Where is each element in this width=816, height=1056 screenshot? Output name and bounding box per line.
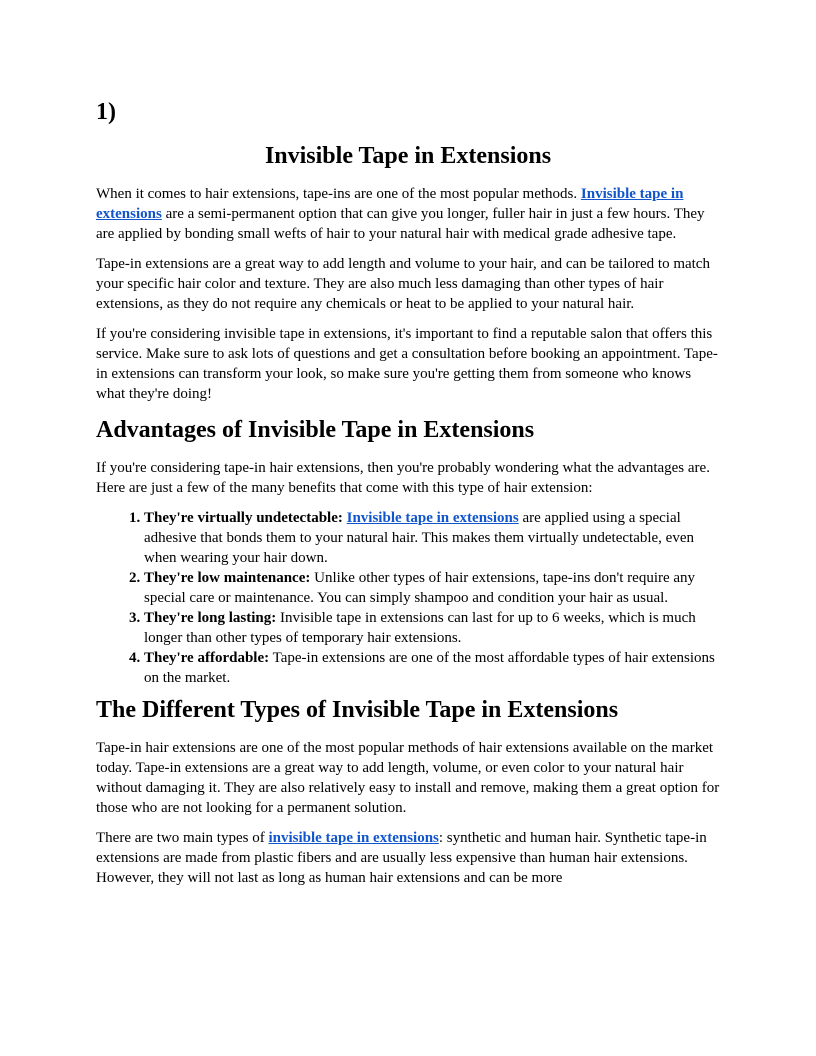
- intro-link[interactable]: Invisible tape in extensions: [96, 186, 684, 222]
- types-link[interactable]: invisible tape in extensions: [268, 830, 439, 846]
- document-body: [96, 96, 720, 898]
- page-title: Invisible Tape in Extensions: [264, 143, 552, 169]
- list-item-text: Invisible tape in extensions can last for up to 6 weeks, which is much longer than other types of temporary hair extensions.: [144, 610, 696, 646]
- advantages-heading: Advantages of Invisible Tape in Extensions: [96, 417, 535, 443]
- section-number: 1): [96, 99, 116, 125]
- intro-paragraph-3: If you're considering invisible tape in extensions, it's important to find a reputable salon that offers this service. Make sure to ask lots of questions and get a consultation before booking an appointment. Tape-in extensions can transform your look, so make sure you're getting them from someone who knows what they're doing!: [96, 326, 718, 402]
- list-item-link[interactable]: Invisible tape in extensions: [346, 510, 519, 526]
- list-item-bold: They're long lasting:: [144, 610, 277, 626]
- intro-p1-text-before: When it comes to hair extensions, tape-ins are one of the most popular methods.: [96, 186, 581, 202]
- advantages-intro: If you're considering tape-in hair extensions, then you're probably wondering what the advantages are. Here are just a few of the many benefits that come with this type of hair extension:: [96, 460, 710, 496]
- list-item-text: Tape-in extensions are one of the most affordable types of hair extensions on the market.: [144, 650, 715, 686]
- list-item-bold: They're affordable:: [144, 650, 270, 666]
- list-item-bold: They're low maintenance:: [144, 570, 311, 586]
- list-item-text: are applied using a special adhesive that bonds them to your natural hair. This makes them virtually undetectable, even when wearing your hair down.: [144, 510, 694, 566]
- list-item-bold: They're virtually undetectable:: [144, 510, 343, 526]
- intro-p1-text-after: are a semi-permanent option that can give you longer, fuller hair in just a few hours. They are applied by bonding small wefts of hair to your natural hair with medical grade adhesive tape.: [96, 206, 705, 242]
- types-heading: The Different Types of Invisible Tape in Extensions: [96, 697, 619, 723]
- list-item: [144, 508, 720, 568]
- intro-paragraph-2: Tape-in extensions are a great way to add length and volume to your hair, and can be tailored to match your specific hair color and texture. They are also much less damaging than other types of hair extensions, as they do not require any chemicals or heat to be applied to your natural hair.: [96, 256, 710, 312]
- types-paragraph-2: [96, 828, 720, 888]
- list-item: [144, 608, 720, 648]
- list-item-text: Unlike other types of hair extensions, tape-ins don't require any special care or maintenance. You can simply shampoo and condition your hair as usual.: [144, 570, 696, 606]
- list-item: [144, 648, 720, 688]
- types-p2-text-after: : synthetic and human hair. Synthetic tape-in extensions are made from plastic fibers and are usually less expensive than human hair extensions. However, they will not last as long as human hair extensions and can be more: [96, 830, 707, 886]
- types-paragraph-1: Tape-in hair extensions are one of the most popular methods of hair extensions available on the market today. Tape-in extensions are a great way to add length, volume, or even color to your natural hair without damaging it. They are also relatively easy to install and remove, making them a great option for those who are not looking for a permanent solution.: [96, 740, 720, 816]
- advantages-list: [96, 508, 720, 688]
- types-p2-text-before: There are two main types of: [96, 830, 269, 846]
- list-item: [144, 568, 720, 608]
- intro-paragraph-1: [96, 184, 720, 244]
